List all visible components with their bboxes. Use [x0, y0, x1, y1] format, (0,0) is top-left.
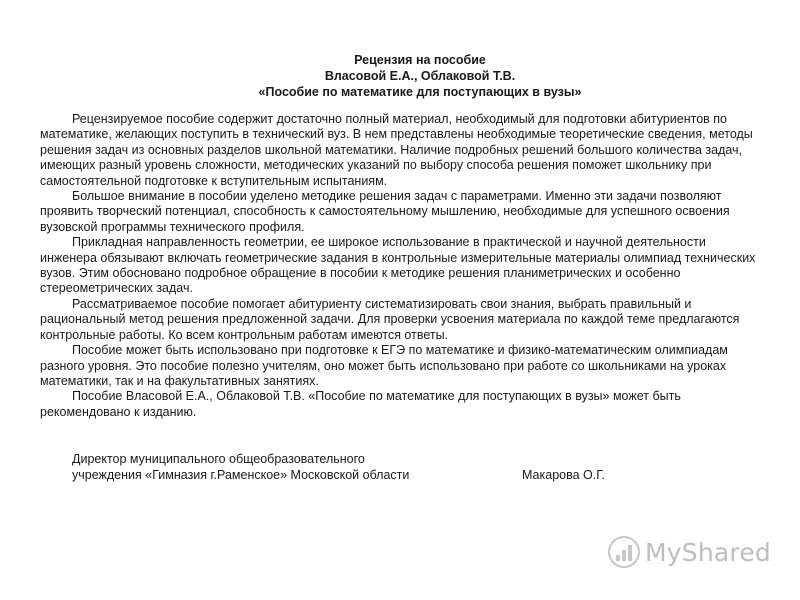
title-line-3: «Пособие по математике для поступающих в вузы»	[258, 85, 582, 99]
review-title	[0, 52, 800, 100]
signatory-position-line-2: учреждения «Гимназия г.Раменское» Московской области	[72, 468, 410, 482]
title-line-2: Власовой Е.А., Облаковой Т.В.	[324, 69, 516, 83]
paragraph-5: Пособие может быть использовано при подготовке к ЕГЭ по математике и физико-математическим олимпиадам разного уровня. Это пособие полезно учителям, оно может быть использовано при работе со школьниками на уроках математики, так и на факультативных занятиях.	[40, 343, 728, 388]
paragraph-4: Рассматриваемое пособие помогает абитуриенту систематизировать свои знания, выбрать правильный и рациональный метод решения предложенной задачи. Для проверки усвоения материала по каждой теме предлагаются контрольные работы. Ко всем контрольным работам имеются ответы.	[40, 296, 740, 342]
title-line-1: Рецензия на пособие	[354, 53, 486, 67]
signatory-name: Макарова О.Г.	[522, 468, 605, 482]
paragraph-6: Пособие Власовой Е.А., Облаковой Т.В. «Пособие по математике для поступающих в вузы» может быть рекомендовано к изданию.	[40, 389, 681, 419]
watermark-text: MyShared	[645, 537, 771, 567]
paragraph-2: Большое внимание в пособии уделено методике решения задач с параметрами. Именно эти задачи позволяют проявить творческий потенциал, способность к самостоятельному мышлению, необходимые для успешного освоения вузовской программы технического профиля.	[40, 189, 730, 234]
signatory-position-line-1: Директор муниципального общеобразовательного	[72, 452, 365, 466]
signature-block	[72, 451, 692, 483]
review-body	[40, 112, 760, 420]
paragraph-3: Прикладная направленность геометрии, ее широкое использование в практической и научной деятельности инженера обязывают включать геометрические задания в контрольные измерительные материалы олимпиад технических вузов. Этим обосновано подробное обращение в пособии к методике решения планиметрических и особенно стереометрических задач.	[40, 235, 756, 296]
paragraph-1: Рецензируемое пособие содержит достаточно полный материал, необходимый для подготовки абитуриентов по математике, желающих поступить в технический вуз. В нем представлены необходимые теоретические сведения, методы решения задач из основных разделов школьной математики. Наличие подробных решений большого количества задач, имеющих разный уровень сложности, методических указаний по выбору способа решения поможет школьнику при самостоятельной подготовке к вступительным испытаниям.	[40, 112, 753, 188]
myshared-logo-icon	[607, 535, 641, 569]
myshared-watermark	[607, 534, 771, 570]
